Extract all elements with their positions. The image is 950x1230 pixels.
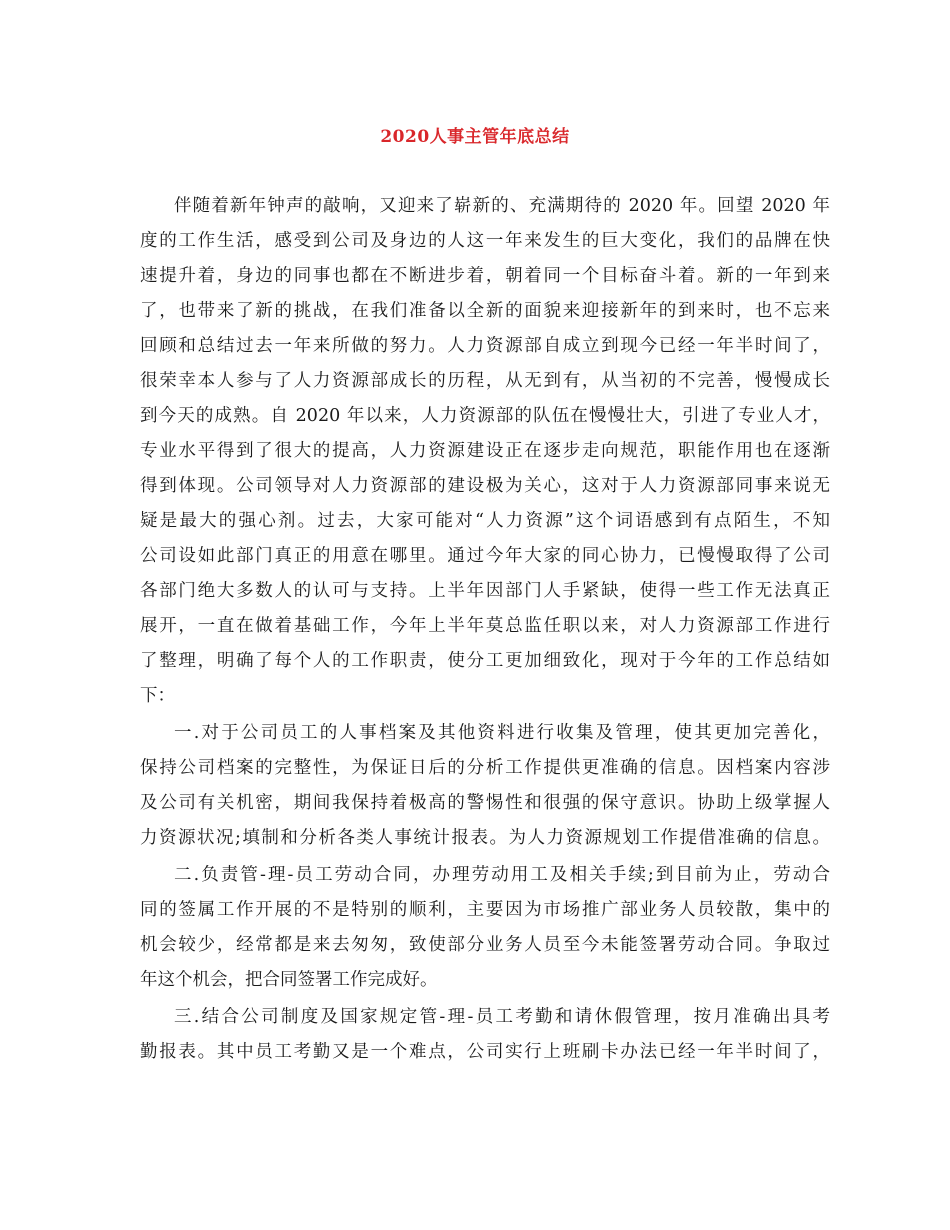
text-line: 下： bbox=[140, 686, 175, 706]
text-line: 了，也带来了新的挑战，在我们准备以全新的面貌来迎接新年的到来时，也不忘来 bbox=[140, 301, 830, 321]
text-line: 二.负责管-理-员工劳动合同，办理劳动用工及相关手续;到目前为止，劳动合 bbox=[174, 865, 830, 885]
text-line: 及公司有关机密，期间我保持着极高的警惕性和很强的保守意识。协助上级掌握人 bbox=[140, 793, 830, 813]
text-line: 伴随着新年钟声的敲响，又迎来了崭新的、充满期待的 2020 年。回望 2020 年 bbox=[174, 196, 830, 216]
text-line: 度的工作生活，感受到公司及身边的人这一年来发生的巨大变化，我们的品牌在快 bbox=[140, 231, 830, 251]
text-line: 了整理，明确了每个人的工作职责，使分工更加细致化，现对于今年的工作总结如 bbox=[140, 651, 830, 671]
text-line: 同的签属工作开展的不是特别的顺利，主要因为市场推广部业务人员较散，集中的 bbox=[140, 900, 830, 920]
text-line: 年这个机会，把合同签署工作完成好。 bbox=[140, 970, 438, 990]
text-line: 专业水平得到了很大的提高，人力资源建设正在逐步走向规范，职能作用也在逐渐 bbox=[140, 441, 830, 461]
document-title: 2020人事主管年底总结 bbox=[380, 127, 570, 147]
text-line: 得到体现。公司领导对人力资源部的建设极为关心，这对于人力资源部同事来说无 bbox=[140, 476, 830, 496]
text-line: 回顾和总结过去一年来所做的努力。人力资源部自成立到现今已经一年半时间了， bbox=[140, 336, 830, 356]
text-line: 一.对于公司员工的人事档案及其他资料进行收集及管理，使其更加完善化， bbox=[174, 723, 830, 743]
text-line: 各部门绝大多数人的认可与支持。上半年因部门人手紧缺，使得一些工作无法真正 bbox=[140, 581, 830, 601]
text-line: 三.结合公司制度及国家规定管-理-员工考勤和请休假管理，按月准确出具考 bbox=[174, 1007, 830, 1027]
text-line: 机会较少，经常都是来去匆匆，致使部分业务人员至今未能签署劳动合同。争取过 bbox=[140, 935, 830, 955]
text-line: 到今天的成熟。自 2020 年以来，人力资源部的队伍在慢慢壮大，引进了专业人才， bbox=[140, 406, 830, 426]
text-line: 速提升着，身边的同事也都在不断进步着，朝着同一个目标奋斗着。新的一年到来 bbox=[140, 266, 830, 286]
text-line: 力资源状况;填制和分析各类人事统计报表。为人力资源规划工作提借准确的信息。 bbox=[140, 828, 830, 848]
text-line: 展开，一直在做着基础工作，今年上半年莫总监任职以来，对人力资源部工作进行 bbox=[140, 616, 830, 636]
text-line: 很荣幸本人参与了人力资源部成长的历程，从无到有，从当初的不完善，慢慢成长 bbox=[140, 371, 830, 391]
text-line: 保持公司档案的完整性，为保证日后的分析工作提供更准确的信息。因档案内容涉 bbox=[140, 758, 830, 778]
text-line: 勤报表。其中员工考勤又是一个难点，公司实行上班刷卡办法已经一年半时间了， bbox=[140, 1042, 830, 1062]
text-line: 疑是最大的强心剂。过去，大家可能对“人力资源”这个词语感到有点陌生，不知 bbox=[140, 511, 830, 531]
text-line: 公司设如此部门真正的用意在哪里。通过今年大家的同心协力，已慢慢取得了公司 bbox=[140, 546, 830, 566]
